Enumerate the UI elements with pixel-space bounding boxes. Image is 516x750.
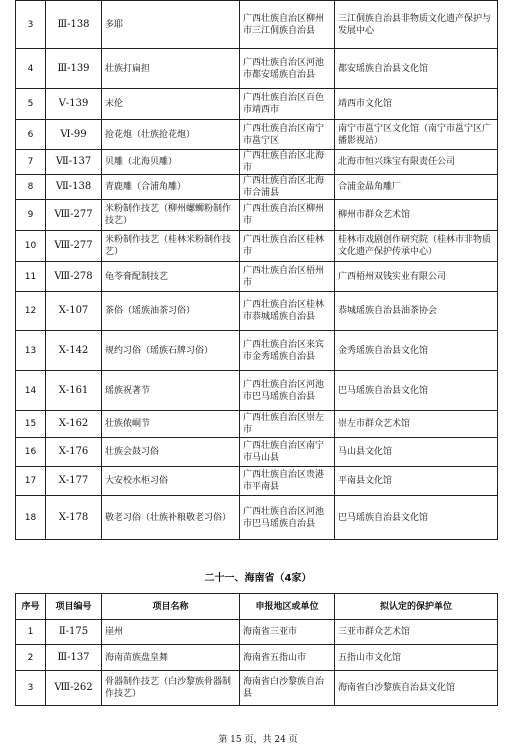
- cell-unit: 北海市恒兴珠宝有限责任公司: [335, 150, 498, 175]
- cell-code: Ⅹ-178: [46, 496, 102, 540]
- cell-name: 规约习俗（瑶族石牌习俗）: [102, 331, 240, 371]
- cell-no: 16: [16, 438, 46, 467]
- cell-code: Ⅹ-161: [46, 371, 102, 411]
- cell-name: 瑶族祝著节: [102, 371, 240, 411]
- cell-area: 广西壮族自治区桂林市: [240, 231, 335, 262]
- cell-name: 壮族打扁担: [102, 49, 240, 89]
- table-row: [16, 496, 498, 540]
- table-row: [16, 200, 498, 231]
- table-row: [16, 150, 498, 175]
- cell-code: Ⅲ-139: [46, 49, 102, 89]
- cell-name: 壮族侬峒节: [102, 411, 240, 438]
- cell-name: 多耶: [102, 1, 240, 49]
- cell-code: Ⅹ-162: [46, 411, 102, 438]
- cell-area: 广西壮族自治区河池市都安瑶族自治县: [240, 49, 335, 89]
- cell-unit: 金秀瑶族自治县文化馆: [335, 331, 498, 371]
- cell-name: 青鹿雕（合浦角雕）: [102, 175, 240, 200]
- cell-name: 大安校水柜习俗: [102, 467, 240, 496]
- cell-code: Ⅵ-99: [46, 120, 102, 150]
- cell-code: Ⅱ-175: [46, 620, 102, 645]
- cell-name: 茶俗（瑶族油茶习俗）: [102, 292, 240, 331]
- cell-no: 13: [16, 331, 46, 371]
- cell-unit: 三亚市群众艺术馆: [335, 620, 498, 645]
- cell-unit: 三江侗族自治县非物质文化遗产保护与发展中心: [335, 1, 498, 49]
- cell-name: 海南苗族盘皇舞: [102, 645, 240, 671]
- cell-no: 10: [16, 231, 46, 262]
- cell-unit: 南宁市邕宁区文化馆（南宁市邕宁区广播影视站）: [335, 120, 498, 150]
- cell-code: Ⅹ-176: [46, 438, 102, 467]
- table-row: [16, 438, 498, 467]
- cell-area: 广西壮族自治区百色市靖西市: [240, 89, 335, 120]
- section-title: 二十一、海南省（4家）: [204, 573, 312, 584]
- cell-code: Ⅴ-139: [46, 89, 102, 120]
- cell-no: 1: [16, 620, 46, 645]
- cell-unit: 都安瑶族自治县文化馆: [335, 49, 498, 89]
- cell-name: 抢花炮（壮族抢花炮）: [102, 120, 240, 150]
- cell-no: 4: [16, 49, 46, 89]
- table-row: [16, 120, 498, 150]
- cell-area: 广西壮族自治区梧州市: [240, 262, 335, 292]
- cell-area: 广西壮族自治区河池市巴马瑶族自治县: [240, 496, 335, 540]
- table-row: [16, 467, 498, 496]
- cell-name: 米粉制作技艺（柳州螺蛳粉制作技艺）: [102, 200, 240, 231]
- cell-area: 海南省五指山市: [240, 645, 335, 671]
- table-row: [16, 262, 498, 292]
- cell-code: Ⅷ-277: [46, 200, 102, 231]
- guangxi-table-body: [16, 1, 498, 540]
- cell-area: 广西壮族自治区崇左市: [240, 411, 335, 438]
- cell-name: 敬老习俗（壮族补粮敬老习俗）: [102, 496, 240, 540]
- cell-code: Ⅹ-107: [46, 292, 102, 331]
- cell-area: 广西壮族自治区南宁市邕宁区: [240, 120, 335, 150]
- table-row: [16, 175, 498, 200]
- guangxi-project-table: [15, 0, 498, 540]
- cell-no: 14: [16, 371, 46, 411]
- cell-area: 广西壮族自治区来宾市金秀瑶族自治县: [240, 331, 335, 371]
- cell-area: 广西壮族自治区柳州市: [240, 200, 335, 231]
- table-header-row: [16, 594, 498, 620]
- cell-unit: 五指山市文化馆: [335, 645, 498, 671]
- cell-code: Ⅶ-137: [46, 150, 102, 175]
- cell-name: 壮族会鼓习俗: [102, 438, 240, 467]
- header-unit: 拟认定的保护单位: [335, 594, 498, 620]
- table-row: [16, 292, 498, 331]
- cell-unit: 巴马瑶族自治县文化馆: [335, 371, 498, 411]
- table-row: [16, 645, 498, 671]
- cell-no: 9: [16, 200, 46, 231]
- cell-area: 广西壮族自治区河池市巴马瑶族自治县: [240, 371, 335, 411]
- cell-no: 3: [16, 671, 46, 706]
- cell-code: Ⅶ-138: [46, 175, 102, 200]
- table-row: [16, 49, 498, 89]
- cell-code: Ⅷ-277: [46, 231, 102, 262]
- cell-name: 贝雕（北海贝雕）: [102, 150, 240, 175]
- cell-area: 广西壮族自治区柳州市三江侗族自治县: [240, 1, 335, 49]
- table-row: [16, 371, 498, 411]
- cell-no: 11: [16, 262, 46, 292]
- cell-no: 3: [16, 1, 46, 49]
- cell-area: 广西壮族自治区北海市合浦县: [240, 175, 335, 200]
- cell-no: 15: [16, 411, 46, 438]
- cell-no: 12: [16, 292, 46, 331]
- header-no: 序号: [16, 594, 46, 620]
- cell-unit: 崇左市群众艺术馆: [335, 411, 498, 438]
- cell-name: 末伦: [102, 89, 240, 120]
- cell-area: 海南省白沙黎族自治县: [240, 671, 335, 706]
- cell-no: 8: [16, 175, 46, 200]
- cell-no: 5: [16, 89, 46, 120]
- hainan-project-table: [15, 593, 498, 706]
- cell-unit: 柳州市群众艺术馆: [335, 200, 498, 231]
- cell-name: 米粉制作技艺（桂林米粉制作技艺）: [102, 231, 240, 262]
- cell-name: 龟苓膏配制技艺: [102, 262, 240, 292]
- header-name: 项目名称: [102, 594, 240, 620]
- cell-code: Ⅹ-177: [46, 467, 102, 496]
- cell-unit: 靖西市文化馆: [335, 89, 498, 120]
- table-row: [16, 671, 498, 706]
- table-row: [16, 1, 498, 49]
- cell-code: Ⅷ-262: [46, 671, 102, 706]
- cell-code: Ⅲ-137: [46, 645, 102, 671]
- header-code: 项目编号: [46, 594, 102, 620]
- cell-unit: 恭城瑶族自治县油茶协会: [335, 292, 498, 331]
- cell-code: Ⅹ-142: [46, 331, 102, 371]
- header-area: 申报地区或单位: [240, 594, 335, 620]
- cell-code: Ⅲ-138: [46, 1, 102, 49]
- cell-name: 崖州: [102, 620, 240, 645]
- cell-no: 17: [16, 467, 46, 496]
- cell-unit: 巴马瑶族自治县文化馆: [335, 496, 498, 540]
- cell-name: 骨器制作技艺（白沙黎族骨器制作技艺）: [102, 671, 240, 706]
- hainan-table-body: [16, 620, 498, 706]
- cell-unit: 马山县文化馆: [335, 438, 498, 467]
- page-footer: 第 15 页，共 24 页: [218, 735, 298, 745]
- cell-area: 广西壮族自治区北海市: [240, 150, 335, 175]
- cell-unit: 合浦金晶角雕厂: [335, 175, 498, 200]
- cell-unit: 平南县文化馆: [335, 467, 498, 496]
- cell-area: 海南省三亚市: [240, 620, 335, 645]
- cell-unit: 海南省白沙黎族自治县文化馆: [335, 671, 498, 706]
- table-row: [16, 411, 498, 438]
- table-row: [16, 231, 498, 262]
- cell-area: 广西壮族自治区桂林市恭城瑶族自治县: [240, 292, 335, 331]
- cell-unit: 广西梧州双钱实业有限公司: [335, 262, 498, 292]
- table-row: [16, 89, 498, 120]
- cell-no: 7: [16, 150, 46, 175]
- cell-no: 18: [16, 496, 46, 540]
- cell-code: Ⅷ-278: [46, 262, 102, 292]
- cell-area: 广西壮族自治区南宁市马山县: [240, 438, 335, 467]
- cell-no: 2: [16, 645, 46, 671]
- table-row: [16, 331, 498, 371]
- cell-area: 广西壮族自治区贵港市平南县: [240, 467, 335, 496]
- cell-no: 6: [16, 120, 46, 150]
- cell-unit: 桂林市戏剧创作研究院（桂林市非物质文化遗产保护传承中心）: [335, 231, 498, 262]
- table-row: [16, 620, 498, 645]
